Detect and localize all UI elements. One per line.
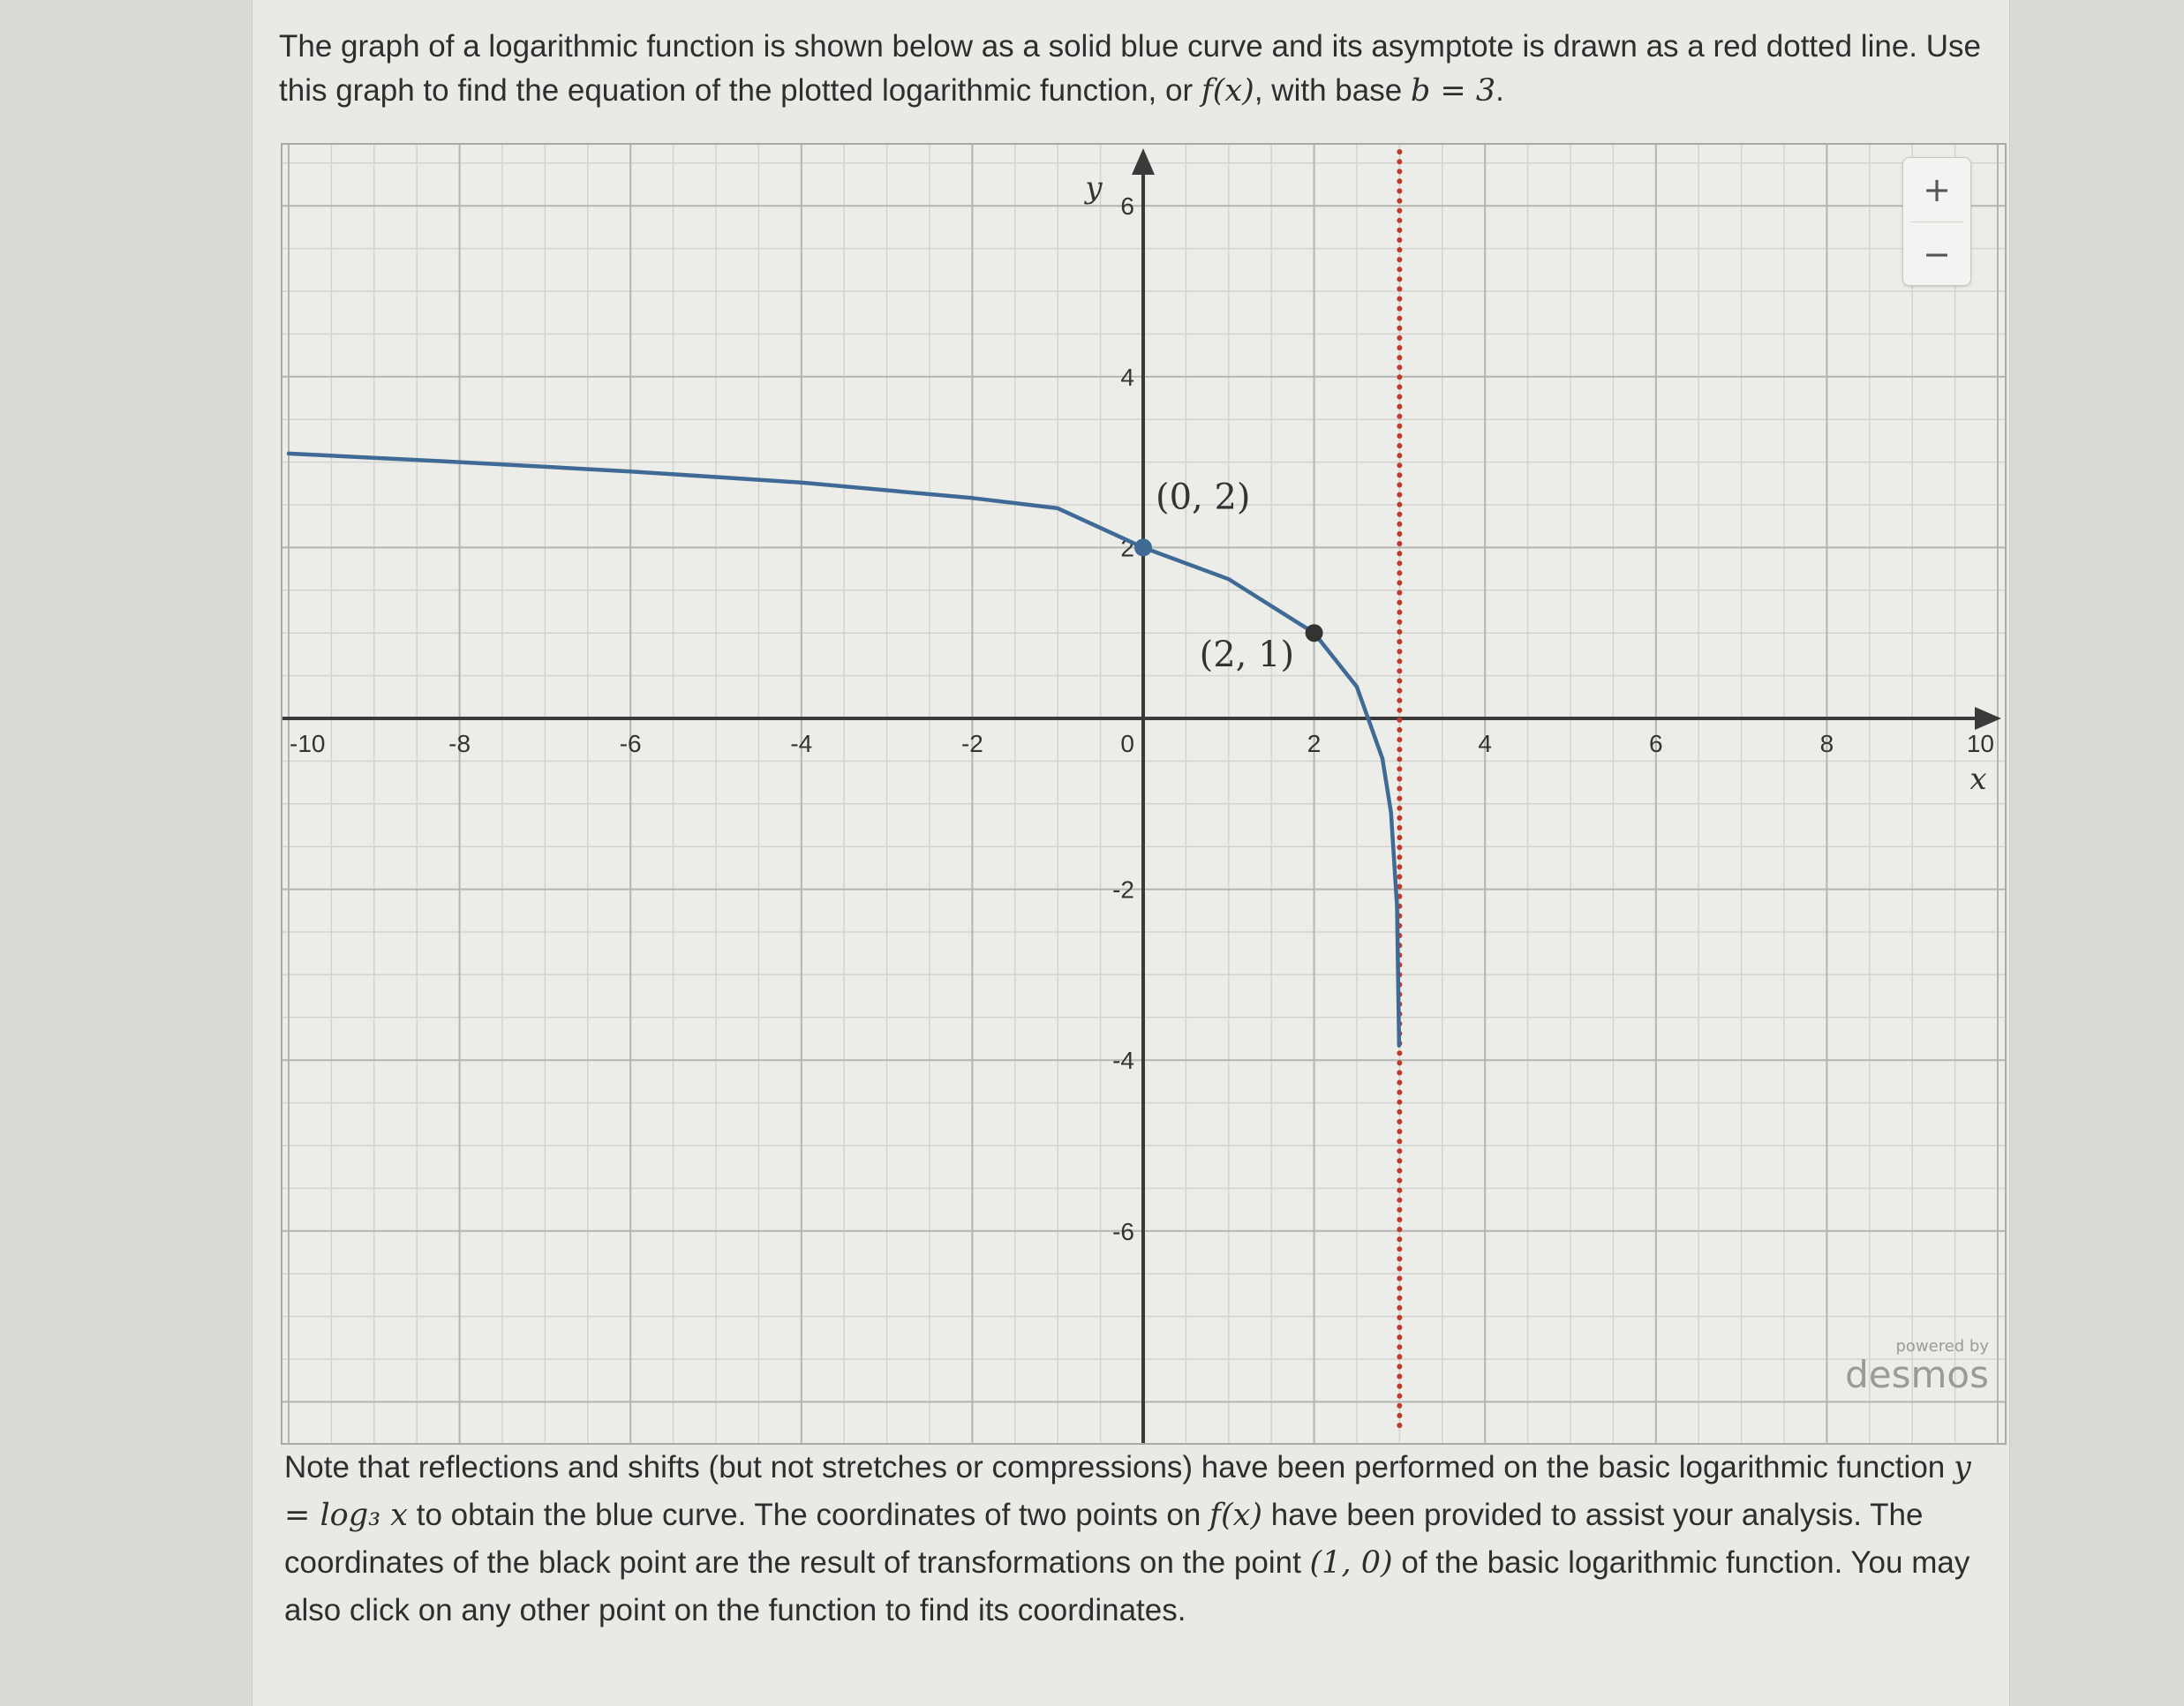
prompt-text-1: The graph of a logarithmic function is shown below as a solid blue curve and its asymptote is drawn as a red dotted line. Use this graph to find the equation of the plotted logarithmic function, or — [279, 29, 1981, 108]
note-equation: y = log₃ x — [284, 1450, 1971, 1533]
desmos-brand[interactable] — [1845, 1338, 1989, 1394]
x-tick-label: -6 — [619, 730, 642, 757]
labeled-point — [1134, 538, 1152, 556]
x-tick-label: -4 — [790, 730, 813, 757]
question-prompt — [279, 25, 2000, 113]
x-tick-label: -10 — [290, 730, 326, 757]
note-text-3: have been provided to assist your analysis. The coordinates of the black point are the result of transformations on the point — [284, 1498, 1924, 1580]
y-axis-arrow — [1132, 148, 1155, 175]
note-text-1: Note that reflections and shifts (but not stretches or compressions) have been performed on the basic logarithmic function — [284, 1450, 1954, 1484]
zoom-controls — [1902, 157, 1971, 286]
prompt-text-3: . — [1495, 73, 1504, 108]
brand-powered-by: powered by — [1895, 1337, 1989, 1356]
x-tick-label: 6 — [1649, 730, 1663, 757]
prompt-text-2: , with base — [1254, 73, 1411, 108]
analysis-note — [284, 1444, 2006, 1635]
point-label: (2, 1) — [1199, 635, 1295, 676]
x-axis-label: x — [1969, 762, 1987, 797]
x-tick-label: 8 — [1819, 730, 1834, 757]
point-label: (0, 2) — [1156, 477, 1251, 518]
x-tick-label: 4 — [1478, 730, 1492, 757]
x-tick-label: -2 — [960, 730, 983, 757]
note-fx: f(x) — [1209, 1498, 1263, 1533]
prompt-base: b = 3 — [1410, 73, 1496, 109]
zoom-out-button[interactable]: − — [1903, 222, 1970, 286]
zoom-in-button[interactable]: + — [1903, 158, 1970, 222]
desmos-graph[interactable] — [281, 143, 2007, 1445]
y-tick-label: -2 — [1112, 876, 1134, 904]
x-tick-label: 2 — [1307, 730, 1322, 757]
y-tick-label: -6 — [1112, 1217, 1134, 1245]
y-tick-label: 4 — [1120, 363, 1134, 391]
x-tick-label: -8 — [448, 730, 471, 757]
x-tick-label: 0 — [1120, 730, 1134, 757]
labeled-point — [1306, 624, 1323, 642]
note-text-4: of the basic logarithmic function. You may also click on any other point on the function to find its coordinates. — [284, 1545, 1970, 1627]
y-axis-label: y — [1085, 170, 1103, 206]
y-tick-label: 6 — [1120, 192, 1134, 221]
brand-logo: desmos — [1845, 1353, 1989, 1396]
prompt-fx: f(x) — [1201, 73, 1254, 109]
graph-canvas[interactable] — [282, 145, 2005, 1443]
y-tick-label: -4 — [1112, 1047, 1134, 1075]
note-text-2: to obtain the blue curve. The coordinates of two points on — [408, 1498, 1210, 1532]
x-tick-label: 10 — [1966, 730, 1994, 757]
y-tick-label: 2 — [1120, 534, 1134, 562]
note-point: (1, 0) — [1309, 1545, 1393, 1581]
